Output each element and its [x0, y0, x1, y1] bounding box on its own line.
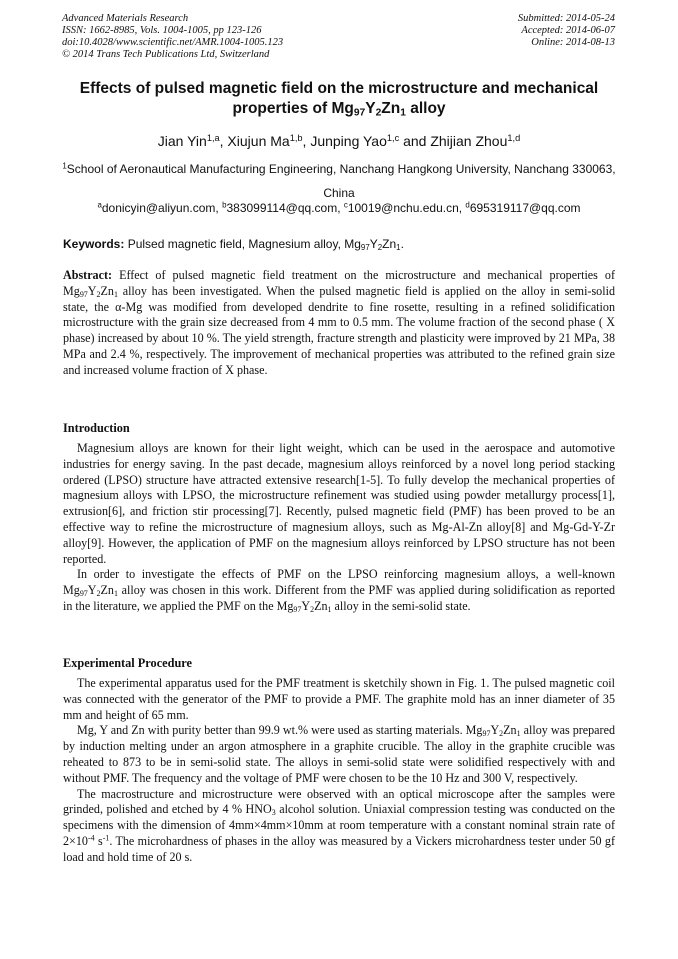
title-text: Y — [365, 100, 376, 117]
abstract — [63, 268, 615, 379]
doi-line: doi:10.4028/www.scientific.net/AMR.1004-1005.123 — [62, 37, 284, 48]
abstract-subscript: 2 — [96, 289, 101, 299]
paragraph-text: alloy in the semi-solid state. — [331, 598, 471, 613]
paragraph-subscript: 1 — [113, 589, 118, 599]
introduction-heading: Introduction — [63, 421, 130, 435]
experimental-body — [63, 676, 615, 866]
paragraph-text: Zn — [503, 723, 517, 738]
paragraph-text: s — [94, 833, 103, 848]
paragraph-text: alcohol solution. Uniaxial compression testing was conducted on the specimens with the dimension of 4mm×4mm×10mm at room temperature with a constant nominal strain rate of 2×10 — [63, 802, 616, 848]
journal-name: Advanced Materials Research — [62, 13, 189, 24]
exp-paragraph-2 — [63, 723, 615, 786]
paragraph-subscript: 97 — [79, 589, 88, 599]
paragraph-subscript: 1 — [327, 604, 332, 614]
email-mark: d — [465, 200, 470, 210]
keywords-text: . — [400, 237, 404, 251]
issn-line: ISSN: 1662-8985, Vols. 1004-1005, pp 123-126 — [62, 25, 262, 36]
accepted-date: Accepted: 2014-06-07 — [521, 25, 615, 36]
abstract-label: Abstract: — [63, 268, 113, 282]
author-affil-mark: 1,b — [289, 132, 303, 143]
paragraph-text: . The microhardness of phases in the alloy was measured by a Vickers microhardness tester under 50 gf load and hold time of 20 s. — [63, 833, 615, 864]
journal-header-right — [518, 13, 615, 49]
paragraph-text: Zn — [100, 583, 114, 598]
paragraph-subscript: 2 — [310, 604, 315, 614]
abstract-text: Effect of pulsed magnetic field treatment on the microstructure and mechanical properties of Mg — [63, 268, 615, 298]
abstract-text: Y — [87, 283, 97, 298]
abstract-subscript: 1 — [113, 289, 118, 299]
author-list — [40, 132, 638, 150]
author-affil-mark: 1,a — [206, 132, 220, 143]
paragraph-text: alloy was prepared by induction melting under an argon atmosphere in a graphite crucible. The alloy in the graphite crucible was reheated to 873 to be in semi-solid state. The alloys in semi-solid state were solidified respectively with and without PMF. The frequency and the voltage of PMF were chosen to be the 10 Hz and 300 V, respectively. — [63, 723, 615, 785]
introduction-body — [63, 441, 615, 615]
author-affil-mark: 1,c — [386, 132, 400, 143]
author-name: , Junping Yao — [302, 133, 387, 149]
paragraph-text: Y — [490, 723, 500, 738]
paragraph-subscript: 97 — [482, 729, 491, 739]
intro-paragraph-1: Magnesium alloys are known for their light weight, which can be used in the aerospace and automotive industries for energy saving. In the past decade, magnesium alloys reinforced by a novel long period stacking ordered (LPSO) structure have attracted extensive research[1-5]. To fully develop the mechanical properties of magnesium alloys with LPSO, the microstructure refinement was studied using powder metallurgy process[1], extrusion[6], and friction stir processing[7]. Recently, pulsed magnetic field (PMF) has been proved to be an effective way to refine the microstructure of magnesium alloys, such as Mg-Al-Zn alloy[8] and Mg-Gd-Y-Zr alloy[9]. However, the application of PMF on the magnesium alloys reinforced by LPSO structure has not been reported. — [63, 441, 615, 566]
experimental-heading: Experimental Procedure — [63, 656, 192, 670]
paragraph-text: The macrostructure and microstructure were observed with an optical microscope after the samples were grinded, polished and etched by 4 % HNO — [63, 786, 615, 817]
email-address[interactable]: 695319117@qq.com — [469, 201, 581, 215]
title-line-1: Effects of pulsed magnetic field on the microstructure and mechanical — [79, 80, 599, 97]
paragraph-text: Mg, Y and Zn with purity better than 99.9 wt.% were used as starting materials. Mg — [77, 723, 483, 738]
journal-header-left — [62, 13, 283, 61]
paragraph-subscript: 2 — [96, 589, 101, 599]
keywords-subscript: 2 — [377, 242, 383, 252]
title-text: alloy — [405, 100, 446, 117]
paragraph-text: Zn — [314, 598, 328, 613]
email-address[interactable]: donicyin@aliyun.com, — [101, 201, 223, 215]
paragraph-subscript: 2 — [499, 729, 504, 739]
exp-paragraph-3 — [63, 787, 615, 866]
paragraph-text: In order to investigate the effects of PMF on the LPSO reinforcing magnesium alloys, a well-known Mg — [63, 567, 615, 598]
keywords-label: Keywords: — [63, 237, 125, 251]
email-mark: b — [222, 200, 227, 210]
author-name: , Xiujun Ma — [219, 133, 290, 149]
keywords-text: Zn — [382, 237, 397, 251]
title-subscript: 1 — [400, 107, 406, 119]
paragraph-subscript: 3 — [271, 808, 276, 818]
email-mark: c — [343, 200, 348, 210]
paper-title — [40, 79, 638, 119]
exp-paragraph-1: The experimental apparatus used for the PMF treatment is sketchily shown in Fig. 1. The pulsed magnetic coil was connected with the generator of the PMF to provide a PMF. The graphite mold has an inner diameter of 35 mm and height of 65 mm. — [63, 676, 615, 722]
abstract-text: alloy has been investigated. When the pulsed magnetic field is applied on the alloy in semi-solid state, the α-Mg was modified from developed dendrite to fine rosette, resulting in a refined solidification microstructure with the grain size decreased from 4 mm to 0.5 mm. The volume fraction of the second phase ( X phase) increased by about 10 %. The yield strength, fracture strength and plasticity were improved by 21 MPa, 38 MPa and 2.4 %, respectively. The improvement of mechanical properties was attributed to the refined grain size and increased volume fraction of X phase. — [63, 283, 615, 377]
affiliation-mark: 1 — [62, 161, 67, 171]
submitted-date: Submitted: 2014-05-24 — [517, 13, 615, 24]
title-text: Zn — [381, 100, 401, 117]
author-name: Jian Yin — [157, 133, 207, 149]
affiliation-text: School of Aeronautical Manufacturing Engineering, Nanchang Hangkong University, Nanchang 330063, China — [66, 162, 616, 200]
paragraph-text: Y — [301, 598, 311, 613]
keywords-subscript: 97 — [360, 242, 370, 252]
title-text: properties of Mg — [232, 100, 354, 117]
author-affil-mark: 1,d — [507, 132, 521, 143]
copyright-line: © 2014 Trans Tech Publications Ltd, Switzerland — [62, 49, 270, 60]
paragraph-superscript: -4 — [87, 833, 95, 843]
affiliation — [62, 157, 616, 205]
online-date: Online: 2014-08-13 — [531, 37, 615, 48]
keywords-subscript: 1 — [396, 242, 401, 252]
title-subscript: 97 — [353, 107, 366, 119]
intro-paragraph-2 — [63, 567, 615, 614]
keywords — [63, 236, 615, 252]
paragraph-subscript: 97 — [293, 604, 302, 614]
title-line-2 — [40, 99, 638, 119]
abstract-subscript: 97 — [79, 289, 88, 299]
keywords-text: Y — [369, 237, 378, 251]
email-address[interactable]: 10019@nchu.edu.cn, — [347, 201, 466, 215]
title-subscript: 2 — [375, 107, 382, 119]
paragraph-superscript: -1 — [102, 833, 110, 843]
paragraph-subscript: 1 — [516, 729, 521, 739]
email-address[interactable]: 383099114@qq.com, — [226, 201, 344, 215]
abstract-text: Zn — [100, 283, 114, 298]
paragraph-text: Y — [87, 583, 97, 598]
paragraph-text: alloy was chosen in this work. Different from the PMF was applied during solidification as reported in the literature, we applied the PMF on the Mg — [63, 583, 615, 613]
email-mark: a — [97, 200, 102, 210]
author-emails — [40, 200, 638, 216]
keywords-text: Pulsed magnetic field, Magnesium alloy, Mg — [124, 237, 361, 251]
author-name: and Zhijian Zhou — [399, 133, 508, 149]
